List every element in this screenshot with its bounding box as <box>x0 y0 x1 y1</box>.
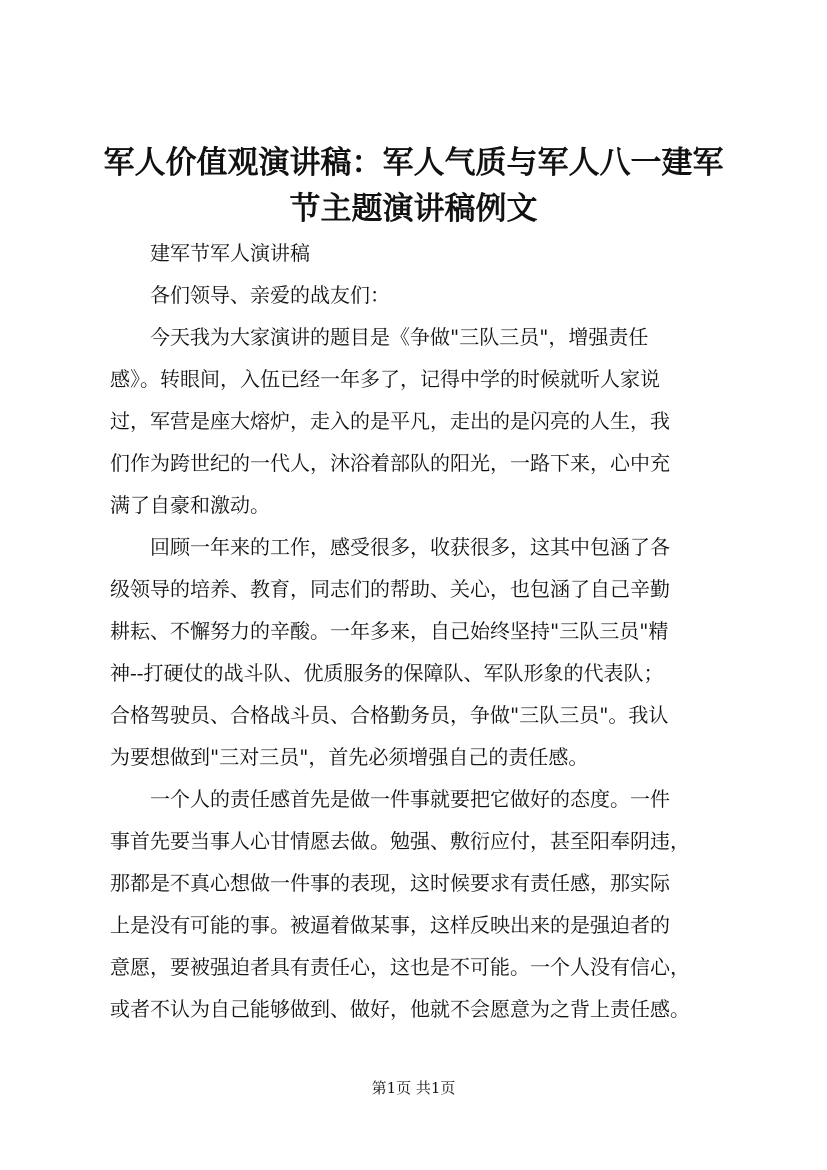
text-line: 们作为跨世纪的一代人，沐浴着部队的阳光，一路下来，心中充 <box>110 451 670 475</box>
text-line: 或者不认为自己能够做到、做好，他就不会愿意为之背上责任感。 <box>110 997 690 1021</box>
paragraph <box>110 778 724 1030</box>
text-line: 各们领导、亲爱的战友们： <box>150 283 390 307</box>
text-line: 耕耘、不懈努力的辛酸。一年多来，自己始终坚持"三队三员"精 <box>110 619 669 643</box>
text-line: 今天我为大家演讲的题目是《争做"三队三员"，增强责任 <box>150 325 649 349</box>
text-line: 上是没有可能的事。被逼着做某事，这样反映出来的是强迫者的 <box>110 913 670 937</box>
text-line: 一个人的责任感首先是做一件事就要把它做好的态度。一件 <box>150 787 670 811</box>
page-title <box>90 140 737 232</box>
page-footer: 第1页 共1页 <box>371 1079 456 1097</box>
text-line: 满了自豪和激动。 <box>110 493 270 517</box>
text-line: 回顾一年来的工作，感受很多，收获很多，这其中包涵了各 <box>150 535 670 559</box>
paragraph <box>110 232 724 274</box>
text-line: 那都是不真心想做一件事的表现，这时候要求有责任感，那实际 <box>110 871 670 895</box>
text-line: 意愿，要被强迫者具有责任心，这也是不可能。一个人没有信心， <box>110 955 690 979</box>
text-line: 过，军营是座大熔炉，走入的是平凡，走出的是闪亮的人生，我 <box>110 409 670 433</box>
text-line: 感》。转眼间，入伍已经一年多了，记得中学的时候就听人家说 <box>110 367 660 391</box>
text-line: 级领导的培养、教育，同志们的帮助、关心，也包涵了自己辛勤 <box>110 577 670 601</box>
document-body <box>110 232 724 1030</box>
paragraph <box>110 274 724 316</box>
paragraph <box>110 316 724 526</box>
text-line: 合格驾驶员、合格战斗员、合格勤务员，争做"三队三员"。我认 <box>110 703 669 727</box>
paragraph <box>110 526 724 778</box>
text-line: 事首先要当事人心甘情愿去做。勉强、敷衍应付，甚至阳奉阴违， <box>110 829 690 853</box>
title-line: 军人价值观演讲稿：军人气质与军人八一建军 <box>103 145 724 181</box>
text-line: 建军节军人演讲稿 <box>150 241 310 265</box>
text-line: 为要想做到"三对三员"，首先必须增强自己的责任感。 <box>110 745 589 769</box>
text-line: 神--打硬仗的战斗队、优质服务的保障队、军队形象的代表队； <box>110 661 664 685</box>
title-line: 节主题演讲稿例文 <box>289 191 538 227</box>
